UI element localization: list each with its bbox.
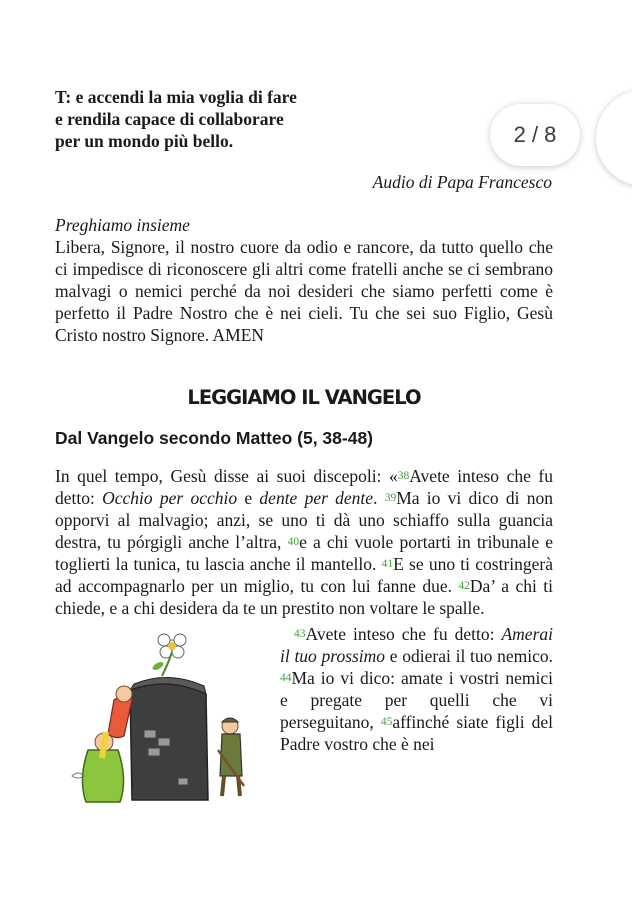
closing-prayer-line: e rendila capace di collaborare	[55, 109, 284, 129]
gospel-reference: Dal Vangelo secondo Matteo (5, 38-48)	[55, 428, 373, 448]
gospel-paragraph: 43Avete inteso che fu detto: Amerai il tuo prossimo e odierai il tuo nemico. 44Ma io vi dico: amate i vostri nemici e pregate per quelli che vi perseguitano, 45affinché siate figli del Padre vostro che è nei	[280, 624, 553, 754]
verse-number: 44	[280, 672, 292, 684]
closing-prayer	[55, 86, 415, 152]
verse-number: 39	[384, 492, 397, 504]
next-page-button[interactable]	[596, 90, 632, 186]
verse-number: 43	[294, 628, 306, 640]
verse-number: 38	[397, 470, 410, 482]
section-heading: LEGGIAMO IL VANGELO	[187, 386, 421, 409]
gospel-passage	[55, 465, 553, 755]
closing-prayer-line: T: e accendi la mia voglia di fare	[55, 87, 297, 107]
page-indicator: 2 / 8	[490, 104, 580, 166]
verse-number: 40	[287, 536, 300, 548]
verse-number: 41	[381, 558, 394, 570]
pray-together-text: Libera, Signore, il nostro cuore da odio e rancore, da tutto quello che ci impedisce di riconoscere gli altri come fratelli anche se ci sembrano malvagi o nemici perché da noi desideri che siamo perfetti come è perfetto il Padre Nostro che è nei cieli. Tu che sei suo Figlio, Gesù Cristo nostro Signore. AMEN	[55, 237, 553, 345]
audio-credit: Audio di Papa Francesco	[372, 172, 552, 192]
pray-together-title: Preghiamo insieme	[55, 215, 190, 235]
pray-together-section	[55, 214, 553, 346]
verse-number: 42	[458, 580, 470, 592]
closing-prayer-line: per un mondo più bello.	[55, 131, 234, 151]
gospel-paragraph: In quel tempo, Gesù disse ai suoi discepoli: «38Avete inteso che fu detto: Occhio per occhio e dente per dente. 39Ma io vi dico di non opporvi al malvagio; anzi, se uno ti dà uno schiaffo sulla guancia destra, tu pórgigli anche l’altra, 40e a chi vuole portarti in tribunale e toglierti la tunica, tu lascia anche il mantello. 41E se uno ti costringerà ad accompagnarlo per un miglio, tu con lui fanne due. 42Da’ a chi ti chiede, e a chi desidera da te un prestito non voltare le spalle.	[55, 466, 554, 618]
verse-number: 45	[380, 716, 393, 728]
